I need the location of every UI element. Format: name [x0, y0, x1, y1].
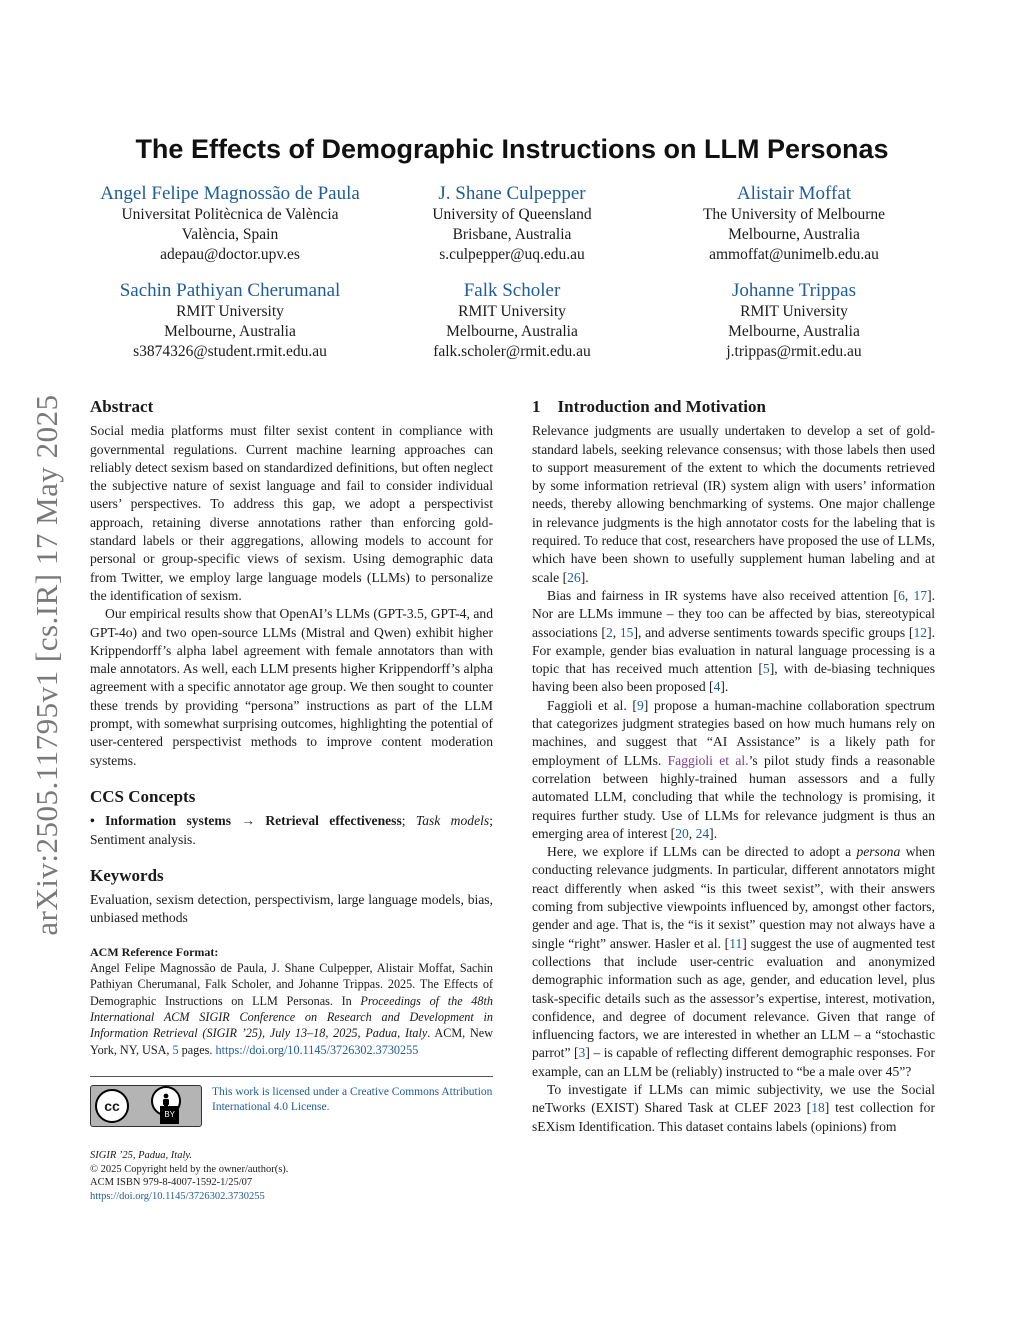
- author-name[interactable]: J. Shane Culpepper: [438, 183, 586, 204]
- author-email: ammoffat@unimelb.edu.au: [709, 246, 879, 263]
- text: Faggioli et al. [: [547, 697, 637, 713]
- intro-paragraph: [532, 697, 935, 843]
- citation-link[interactable]: 15: [619, 624, 634, 640]
- author: [654, 279, 934, 362]
- arxiv-sidebar: [22, 370, 72, 960]
- ref-text: . ACM, New York, NY, USA,: [90, 1026, 493, 1057]
- text: ] – is capable of reflecting different demographic responses. For example, can an LLM be (reliably) instructed to “be a male over 45”?: [532, 1045, 935, 1079]
- text: ].: [709, 825, 718, 841]
- ccs-separator: ;: [401, 813, 416, 829]
- author-affiliation: RMIT University: [458, 303, 566, 320]
- abstract-paragraph: Social media platforms must filter sexist content in compliance with governmental regulations. Current machine learning approaches can reliably detect sexism based on standardized definitions, but often neglect the subjective nature of sexist language and fail to consider individual users’ perspectives. To address this gap, we adopt a perspectivist approach, retaining diverse annotations rather than enforcing gold-standard labels or their aggregations, allowing models to account for personal or group-specific views of sexism. Using demographic data from Twitter, we employ large language models (LLMs) to personalize the identification of sexism.: [90, 423, 493, 603]
- keywords-text: Evaluation, sexism detection, perspectivism, large language models, bias, unbiased methods: [90, 892, 493, 926]
- intro-paragraph: [532, 422, 935, 587]
- citation-link[interactable]: 9: [636, 697, 644, 713]
- license-link[interactable]: This work is licensed under a Creative Commons Attribution International 4.0 License.: [212, 1086, 493, 1114]
- text: To investigate if LLMs can mimic subjectivity, we use the Social neTworks (EXIST) Shared Task at CLEF 2023 [: [532, 1081, 935, 1116]
- text: ] suggest the use of augmented test collections that include user-centric evaluation and anonymized demographic information such as age, gender, and education level, plus task-specific details such as the assessor’s expertise, interest, motivation, confidence, and degree of document relevance. Given that range of influencing factors, we are interested in whether an LLM – a “stochastic parrot” [: [532, 935, 935, 1061]
- author-location: Brisbane, Australia: [452, 226, 572, 243]
- footnote: [90, 1149, 493, 1203]
- ref-doi-link[interactable]: https://doi.org/10.1145/3726302.3730255: [215, 1042, 419, 1057]
- author-name[interactable]: Johanne Trippas: [731, 280, 857, 301]
- footnote-isbn: ACM ISBN 979-8-4007-1592-1/25/07: [90, 1177, 253, 1189]
- author: [654, 182, 934, 265]
- ccs-concepts: [90, 812, 493, 849]
- intro-paragraph: [532, 843, 935, 1081]
- ref-text: pages.: [178, 1042, 216, 1057]
- author-email: falk.scholer@rmit.edu.au: [433, 343, 591, 360]
- ccs-italic: Task models: [415, 813, 490, 829]
- author-email: adepau@doctor.upv.es: [160, 246, 300, 263]
- citation-link[interactable]: 18: [811, 1100, 825, 1116]
- author-name[interactable]: Sachin Pathiyan Cherumanal: [119, 280, 341, 301]
- footnote-copyright: © 2025 Copyright held by the owner/author(s).: [90, 1163, 289, 1175]
- by-label: BY: [160, 1106, 179, 1124]
- emphasis: persona: [856, 844, 901, 860]
- text: Bias and fairness in IR systems have also received attention [: [547, 587, 899, 603]
- footnote-doi-link[interactable]: https://doi.org/10.1145/3726302.3730255: [90, 1190, 265, 1202]
- author-location: Melbourne, Australia: [164, 323, 296, 340]
- citation-link[interactable]: 5: [762, 661, 770, 677]
- text: ], and adverse sentiments towards specific groups [: [633, 624, 914, 640]
- text: ]. For example, gender bias evaluation in natural language processing is a topic that has received much attention [: [532, 624, 935, 677]
- text: ] propose a human-machine collaboration spectrum that categorizes judgment strategies based on how much humans rely on machines, and suggest that “AI Assistance” is a likely path for employment of LLMs.: [532, 697, 935, 768]
- license-block: [90, 1076, 493, 1127]
- intro-paragraph: [532, 587, 935, 697]
- paper-title: The Effects of Demographic Instructions on LLM Personas: [135, 134, 889, 164]
- author: [90, 182, 370, 265]
- ref-pages-link[interactable]: 5: [172, 1042, 179, 1057]
- author-email: s.culpepper@uq.edu.au: [439, 246, 585, 263]
- author-citation-link[interactable]: Faggioli et al.: [667, 752, 749, 768]
- arxiv-identifier: arXiv:2505.11795v1 [cs.IR] 17 May 2025: [29, 394, 64, 936]
- citation-link[interactable]: 6: [898, 587, 905, 603]
- text: when conducting relevance judgments. In particular, different annotators might react differently when asked “is this tweet sexist”, with their answers coming from subjective viewpoints influenced by, amongst other factors, gender and age. That is, the “is it sexist” question may not always have a single “right” answer. Hasler et al. [: [532, 844, 936, 951]
- author-row: [90, 279, 934, 362]
- author: [90, 279, 370, 362]
- text: ’s pilot study finds a reasonable correlation between highly-trained human assessors and a fully automated LLM, concluding that while the technology is promising, it requires further study. Use of LLMs for relevance judgment is thus an emerging area of interest [: [532, 752, 935, 841]
- author-affiliation: The University of Melbourne: [702, 206, 886, 223]
- cc-icon: cc: [95, 1089, 129, 1123]
- author-affiliation: RMIT University: [740, 303, 848, 320]
- keywords-heading: Keywords: [90, 865, 164, 885]
- citation-link[interactable]: 26: [567, 569, 581, 585]
- text: ].: [720, 679, 729, 695]
- text: Relevance judgments are usually undertaken to develop a set of gold-standard labels, seeking relevance consensus; with those labels then used to support measurement of the extent to which the documents retrieved by some information retrieval (IR) system align with users’ information needs, thereby allowing benchmarking of systems. One major challenge in relevance judgments is the high annotator costs for the labeling that is required. To reduce that cost, researchers have proposed the use of LLMs, which have been shown to usefully supplement human labeling and at scale [: [532, 423, 935, 585]
- citation-link[interactable]: 12: [913, 624, 928, 640]
- text: ]. Nor are LLMs immune – they too can be affected by bias, stereotypical associations [: [532, 587, 935, 640]
- intro-paragraph: [532, 1081, 935, 1136]
- author-affiliation: University of Queensland: [432, 206, 592, 223]
- citation-link[interactable]: 20: [675, 825, 689, 841]
- author-location: Melbourne, Australia: [728, 226, 860, 243]
- text: ].: [580, 569, 589, 585]
- section-heading: 1 Introduction and Motivation: [532, 397, 766, 416]
- author: [372, 182, 652, 265]
- footnote-venue: SIGIR ’25, Padua, Italy.: [90, 1150, 193, 1162]
- citation-link[interactable]: 17: [913, 587, 928, 603]
- author-name[interactable]: Alistair Moffat: [736, 183, 852, 204]
- author-email: s3874326@student.rmit.edu.au: [133, 343, 327, 360]
- ccs-primary: • Information systems → Retrieval effectiveness: [90, 813, 402, 829]
- author-affiliation: RMIT University: [176, 303, 284, 320]
- text: Here, we explore if LLMs can be directed to adopt a: [547, 844, 857, 860]
- reference-format: [90, 960, 493, 1058]
- abstract-paragraph: Our empirical results show that OpenAI’s LLMs (GPT-3.5, GPT-4, and GPT-4o) and two open-source LLMs (Mistral and Qwen) exhibit higher Krippendorff’s alpha label agreement with female annotators than with male annotators. As well, each LLM presents higher Krippendorff’s alpha agreement with a specific annotator age group. We then sought to counter these trends by providing “persona” instructions as part of the LLM prompt, with somewhat surprising outcomes, highlighting the potential of user-centered perspectivist methods to improve content moderation systems.: [90, 606, 493, 768]
- abstract-heading: Abstract: [90, 397, 154, 416]
- citation-link[interactable]: 24: [695, 825, 710, 841]
- left-column: [90, 398, 493, 1203]
- author-location: Melbourne, Australia: [446, 323, 578, 340]
- reference-format-heading: ACM Reference Format:: [90, 944, 219, 959]
- citation-link[interactable]: 2: [605, 624, 613, 640]
- author-row: [90, 182, 934, 265]
- author-block: [90, 182, 934, 362]
- text: ] test collection for sEXism Identification. This dataset contains labels (opinions) from: [532, 1100, 935, 1134]
- cc-by-badge-icon[interactable]: [90, 1085, 202, 1127]
- ccs-heading: CCS Concepts: [90, 786, 196, 806]
- author-name[interactable]: Angel Felipe Magnossão de Paula: [100, 183, 360, 204]
- text: ,: [612, 624, 620, 640]
- citation-link[interactable]: 3: [578, 1045, 586, 1061]
- citation-link[interactable]: 4: [713, 679, 721, 695]
- text: ], with de-biasing techniques having been also been proposed [: [532, 661, 935, 695]
- author-affiliation: Universitat Politècnica de València: [121, 206, 339, 223]
- author-name[interactable]: Falk Scholer: [463, 280, 561, 301]
- citation-link[interactable]: 11: [729, 935, 743, 951]
- text: ,: [688, 825, 696, 841]
- ref-proceedings: Proceedings of the 48th International ACM SIGIR Conference on Research and Development in Information Retrieval (SIGIR ’25), July 13–18, 2025, Padua, Italy: [90, 993, 493, 1041]
- text: ,: [904, 587, 914, 603]
- ref-text: Angel Felipe Magnossão de Paula, J. Shane Culpepper, Alistair Moffat, Sachin Pathiyan Cherumanal, Falk Scholer, and Johanne Trippas. 2025. The Effects of Demographic Instructions on LLM Personas. In: [90, 960, 493, 1008]
- author: [372, 279, 652, 362]
- right-column: [532, 398, 935, 1136]
- author-location: Melbourne, Australia: [728, 323, 860, 340]
- author-email: j.trippas@rmit.edu.au: [726, 343, 862, 360]
- author-location: València, Spain: [181, 226, 279, 243]
- ccs-rest: ; Sentiment analysis.: [90, 813, 493, 847]
